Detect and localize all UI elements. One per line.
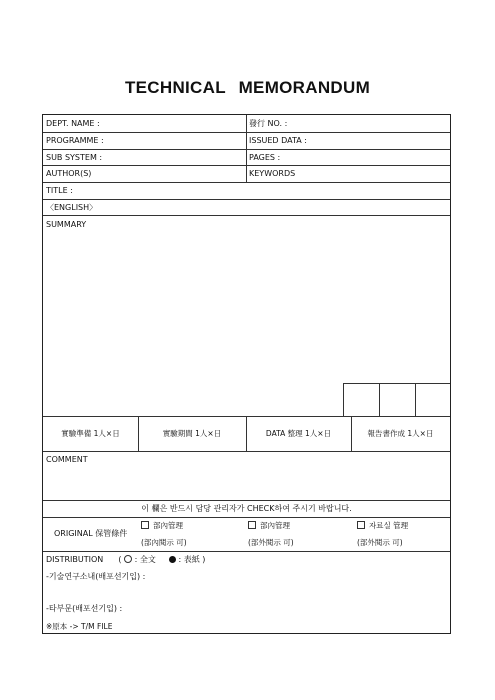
row-divider <box>43 182 450 183</box>
distribution-row <box>46 555 205 565</box>
external-distribution-label: -타부문(배포선기입) : <box>46 604 123 613</box>
open-circle-icon <box>124 555 132 563</box>
row-divider <box>43 500 450 501</box>
legend-open: ( <box>118 555 122 564</box>
original-storage-label: ORIGINAL 保管條件 <box>54 529 128 538</box>
pages-label: PAGES : <box>249 153 281 162</box>
programme-label: PROGRAMME : <box>46 136 104 145</box>
storage-option-label: 部內管理 <box>260 521 290 530</box>
storage-option-label: 部內管理 <box>153 521 183 530</box>
storage-option-1[interactable] <box>141 521 183 531</box>
dept-name-label: DEPT. NAME : <box>46 119 100 128</box>
keywords-label: KEYWORDS <box>249 169 296 178</box>
storage-option-note: (部外閱示 可) <box>357 538 403 547</box>
memo-number-label: 發行 NO. : <box>249 119 288 128</box>
row-divider <box>43 451 450 452</box>
comment-label: COMMENT <box>46 455 88 464</box>
row-divider <box>43 551 450 552</box>
storage-option-2[interactable] <box>248 521 290 531</box>
internal-distribution-label: -기술연구소내(배포선기입) : <box>46 572 146 581</box>
authors-label: AUTHOR(S) <box>46 169 92 178</box>
row-divider <box>43 199 450 200</box>
check-box-divider <box>343 383 344 416</box>
storage-option-note: (部內閱示 可) <box>141 538 187 547</box>
effort-data-arrangement: DATA 整理 1人×日 <box>265 429 332 438</box>
check-box-divider <box>415 383 416 416</box>
english-label: 〈ENGLISH〉 <box>46 203 98 212</box>
effort-preparation: 實驗準備 1人×日 <box>61 429 120 438</box>
document-title: TECHNICAL MEMORANDUM <box>124 78 371 97</box>
column-divider <box>246 115 247 182</box>
check-box-divider <box>379 383 380 416</box>
filled-circle-icon <box>169 556 176 563</box>
legend-cover: : 表紙 ) <box>178 555 206 564</box>
memo-form <box>42 114 451 634</box>
storage-option-note: (部外閱示 可) <box>248 538 294 547</box>
distribution-label: DISTRIBUTION <box>46 555 104 564</box>
summary-label: SUMMARY <box>46 220 87 229</box>
effort-report-writing: 報告書作成 1人×日 <box>367 429 434 438</box>
row-divider <box>43 215 450 216</box>
check-box-top-border <box>343 383 450 384</box>
title-label: TITLE : <box>46 186 73 195</box>
notice-text: 이 欄은 반드시 담당 관리자가 CHECK하여 주시기 바랍니다. <box>141 504 352 513</box>
subsystem-label: SUB SYSTEM : <box>46 153 103 162</box>
storage-option-3[interactable] <box>357 521 408 531</box>
original-file-note: ※原本 -> T/M FILE <box>46 622 113 631</box>
checkbox-icon[interactable] <box>357 521 365 529</box>
checkbox-icon[interactable] <box>141 521 149 529</box>
legend-full-text: : 全文 <box>134 555 156 564</box>
checkbox-icon[interactable] <box>248 521 256 529</box>
effort-experiment: 實驗期間 1人×日 <box>162 429 222 438</box>
row-divider <box>43 517 450 518</box>
issued-date-label: ISSUED DATA : <box>249 136 307 145</box>
storage-option-label: 자료실 管理 <box>369 521 409 530</box>
